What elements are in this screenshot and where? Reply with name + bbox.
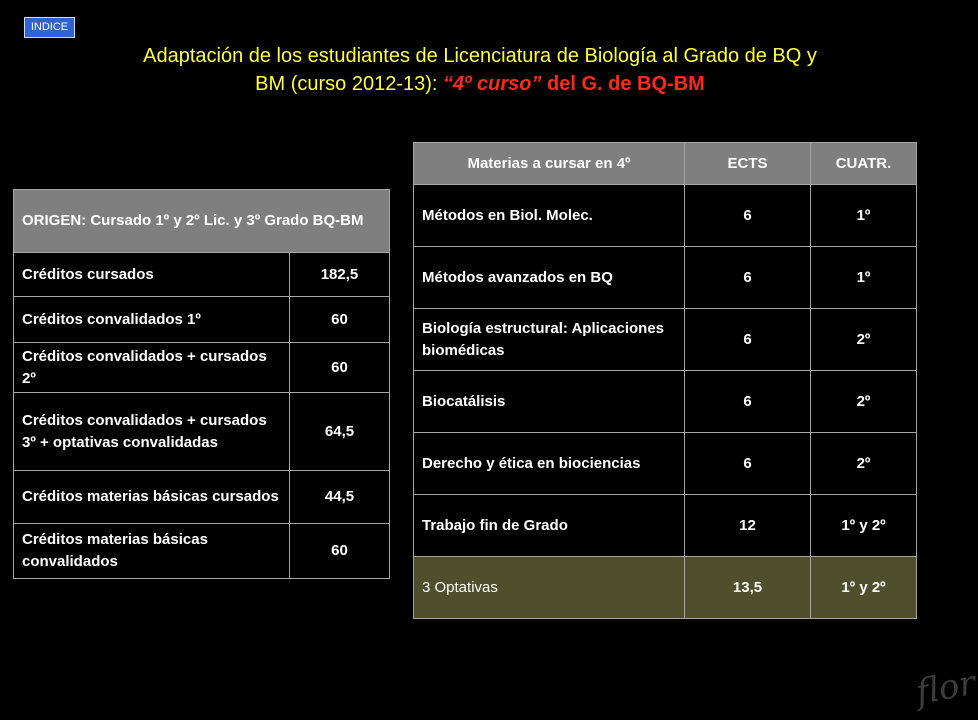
subject-cuatr: 1º xyxy=(811,185,917,247)
table-row xyxy=(14,297,390,343)
subjects-table xyxy=(413,142,917,619)
origin-header-row xyxy=(14,190,390,253)
origin-value: 182,5 xyxy=(290,253,390,297)
origin-value: 60 xyxy=(290,524,390,579)
page-title xyxy=(40,42,920,98)
column-header-ects: ECTS xyxy=(685,143,811,185)
origin-value: 44,5 xyxy=(290,471,390,524)
column-header-subject: Materias a cursar en 4º xyxy=(414,143,685,185)
table-row xyxy=(14,524,390,579)
origin-header: ORIGEN: Cursado 1º y 2º Lic. y 3º Grado BQ-BM xyxy=(14,190,390,253)
origin-value: 64,5 xyxy=(290,393,390,471)
table-row xyxy=(414,495,917,557)
title-line-2 xyxy=(40,70,920,98)
subject-cuatr: 1º xyxy=(811,247,917,309)
title-quoted-course: “4º curso” xyxy=(443,73,542,95)
subject-name: Trabajo fin de Grado xyxy=(414,495,685,557)
subject-ects: 6 xyxy=(685,185,811,247)
subject-name: Biocatálisis xyxy=(414,371,685,433)
subject-name: Biología estructural: Aplicaciones biomédicas xyxy=(414,309,685,371)
origin-value: 60 xyxy=(290,343,390,393)
origin-label: Créditos materias básicas convalidados xyxy=(14,524,290,579)
subject-ects: 12 xyxy=(685,495,811,557)
subject-ects: 6 xyxy=(685,371,811,433)
watermark-signature: flor xyxy=(912,663,978,713)
table-row xyxy=(414,185,917,247)
subject-ects: 6 xyxy=(685,309,811,371)
origin-label: Créditos materias básicas cursados xyxy=(14,471,290,524)
indice-button[interactable]: INDICE xyxy=(24,17,75,38)
subject-cuatr: 2º xyxy=(811,371,917,433)
table-row-optativas xyxy=(414,557,917,619)
origin-value: 60 xyxy=(290,297,390,343)
title-line-2-suffix: del G. de BQ-BM xyxy=(541,73,705,95)
table-row xyxy=(414,371,917,433)
title-line-1: Adaptación de los estudiantes de Licenciatura de Biología al Grado de BQ y xyxy=(143,45,817,67)
table-row xyxy=(14,393,390,471)
subject-name: 3 Optativas xyxy=(414,557,685,619)
origin-label: Créditos convalidados 1º xyxy=(14,297,290,343)
origin-table xyxy=(13,189,390,579)
subject-ects: 6 xyxy=(685,433,811,495)
origin-label: Créditos cursados xyxy=(14,253,290,297)
subject-ects: 13,5 xyxy=(685,557,811,619)
subject-ects: 6 xyxy=(685,247,811,309)
origin-label: Créditos convalidados + cursados 2º xyxy=(14,343,290,393)
table-row xyxy=(14,343,390,393)
table-row xyxy=(14,471,390,524)
subject-cuatr: 2º xyxy=(811,309,917,371)
table-row xyxy=(414,433,917,495)
column-header-cuatr: CUATR. xyxy=(811,143,917,185)
subject-name: Derecho y ética en biociencias xyxy=(414,433,685,495)
table-row xyxy=(14,253,390,297)
title-line-2-prefix: BM (curso 2012-13): xyxy=(255,73,444,95)
subject-cuatr: 2º xyxy=(811,433,917,495)
subject-name: Métodos avanzados en BQ xyxy=(414,247,685,309)
subject-cuatr: 1º y 2º xyxy=(811,495,917,557)
table-row xyxy=(414,309,917,371)
subject-name: Métodos en Biol. Molec. xyxy=(414,185,685,247)
subjects-header-row xyxy=(414,143,917,185)
subject-cuatr: 1º y 2º xyxy=(811,557,917,619)
origin-label: Créditos convalidados + cursados 3º + optativas convalidadas xyxy=(14,393,290,471)
table-row xyxy=(414,247,917,309)
